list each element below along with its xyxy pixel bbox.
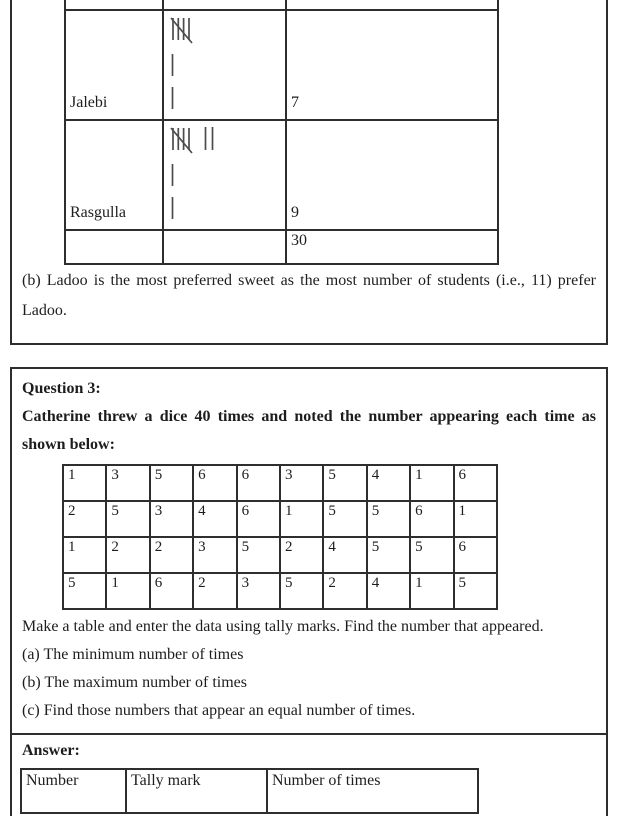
tally-line [170,86,285,110]
dice-cell: 2 [323,573,366,609]
table-row [65,120,498,230]
tally-line [170,16,285,44]
tally-five-icon [170,126,193,154]
tally-cell [163,120,286,230]
dice-cell: 6 [454,537,497,573]
sweets-tally-table [64,0,499,265]
total-count-cell: 30 [286,230,498,264]
dice-cell: 3 [237,573,280,609]
dice-cell: 5 [63,573,106,609]
previous-answer-box [10,0,608,345]
dice-cell: 6 [150,573,193,609]
sweet-name-cell [65,0,163,10]
dice-cell: 2 [106,537,149,573]
dice-row [63,573,497,609]
question-title: Question 3: [22,380,101,397]
tally-line [170,126,285,154]
answer-b-note: (b) Ladoo is the most preferred sweet as the most number of students (i.e., 11) prefer Ladoo. [22,272,596,319]
dice-cell: 2 [280,537,323,573]
dice-cell: 4 [323,537,366,573]
dice-cell: 5 [410,537,453,573]
count-cell: 7 [286,10,498,120]
dice-cell: 2 [63,501,106,537]
tally-two-icon [202,126,216,152]
dice-row [63,537,497,573]
answer-header-number: Number [21,769,126,813]
dice-cell: 3 [280,465,323,501]
dice-cell: 1 [454,501,497,537]
question-instruction: Make a table and enter the data using tally marks. Find the number that appeared. [22,618,544,635]
dice-cell: 1 [63,465,106,501]
tally-line [170,163,285,187]
question-part-a: (a) The minimum number of times [22,646,244,663]
dice-cell: 3 [106,465,149,501]
tally-five-icon [170,16,193,44]
answer-title: Answer: [22,742,80,759]
dice-cell: 5 [367,501,410,537]
dice-cell: 1 [106,573,149,609]
answer-table [20,768,479,814]
tally-cell [163,0,286,10]
dice-cell: 5 [323,465,366,501]
dice-cell: 5 [280,573,323,609]
dice-cell: 1 [410,573,453,609]
answer-header-tally: Tally mark [126,769,267,813]
dice-cell: 5 [454,573,497,609]
dice-cell: 6 [237,465,280,501]
dice-row [63,501,497,537]
sweet-name-cell: Jalebi [65,10,163,120]
tally-one-icon [170,196,175,220]
tally-one-icon [170,53,175,77]
answer-header-times: Number of times [267,769,478,813]
sweet-name-cell: Rasgulla [65,120,163,230]
dice-cell: 4 [367,573,410,609]
dice-cell: 3 [150,501,193,537]
question-part-b: (b) The maximum number of times [22,674,247,691]
table-row-total [65,230,498,264]
dice-cell: 1 [280,501,323,537]
tally-line [170,196,285,220]
answer-header-row [21,769,478,813]
sweet-name-cell [65,230,163,264]
dice-cell: 5 [323,501,366,537]
question-part-c: (c) Find those numbers that appear an equal number of times. [22,702,416,719]
tally-cell [163,10,286,120]
dice-row [63,465,497,501]
table-row [65,10,498,120]
dice-cell: 3 [193,537,236,573]
dice-cell: 2 [193,573,236,609]
tally-line [170,53,285,77]
dice-cell: 6 [193,465,236,501]
dice-cell: 5 [367,537,410,573]
tally-cell [163,230,286,264]
dice-cell: 6 [237,501,280,537]
table-row-cutoff [65,0,498,10]
dice-cell: 6 [454,465,497,501]
dice-cell: 1 [63,537,106,573]
count-cell [286,0,498,10]
tally-one-icon [170,86,175,110]
dice-cell: 2 [150,537,193,573]
dice-cell: 6 [410,501,453,537]
count-cell: 9 [286,120,498,230]
question-intro: Catherine threw a dice 40 times and noted the number appearing each time as shown below: [22,408,596,453]
dice-cell: 4 [367,465,410,501]
dice-cell: 5 [106,501,149,537]
dice-cell: 4 [193,501,236,537]
dice-cell: 1 [410,465,453,501]
answer-box [10,735,608,816]
tally-one-icon [170,163,175,187]
dice-results-table [62,464,498,610]
dice-cell: 5 [150,465,193,501]
dice-cell: 5 [237,537,280,573]
question3-box [10,367,608,735]
